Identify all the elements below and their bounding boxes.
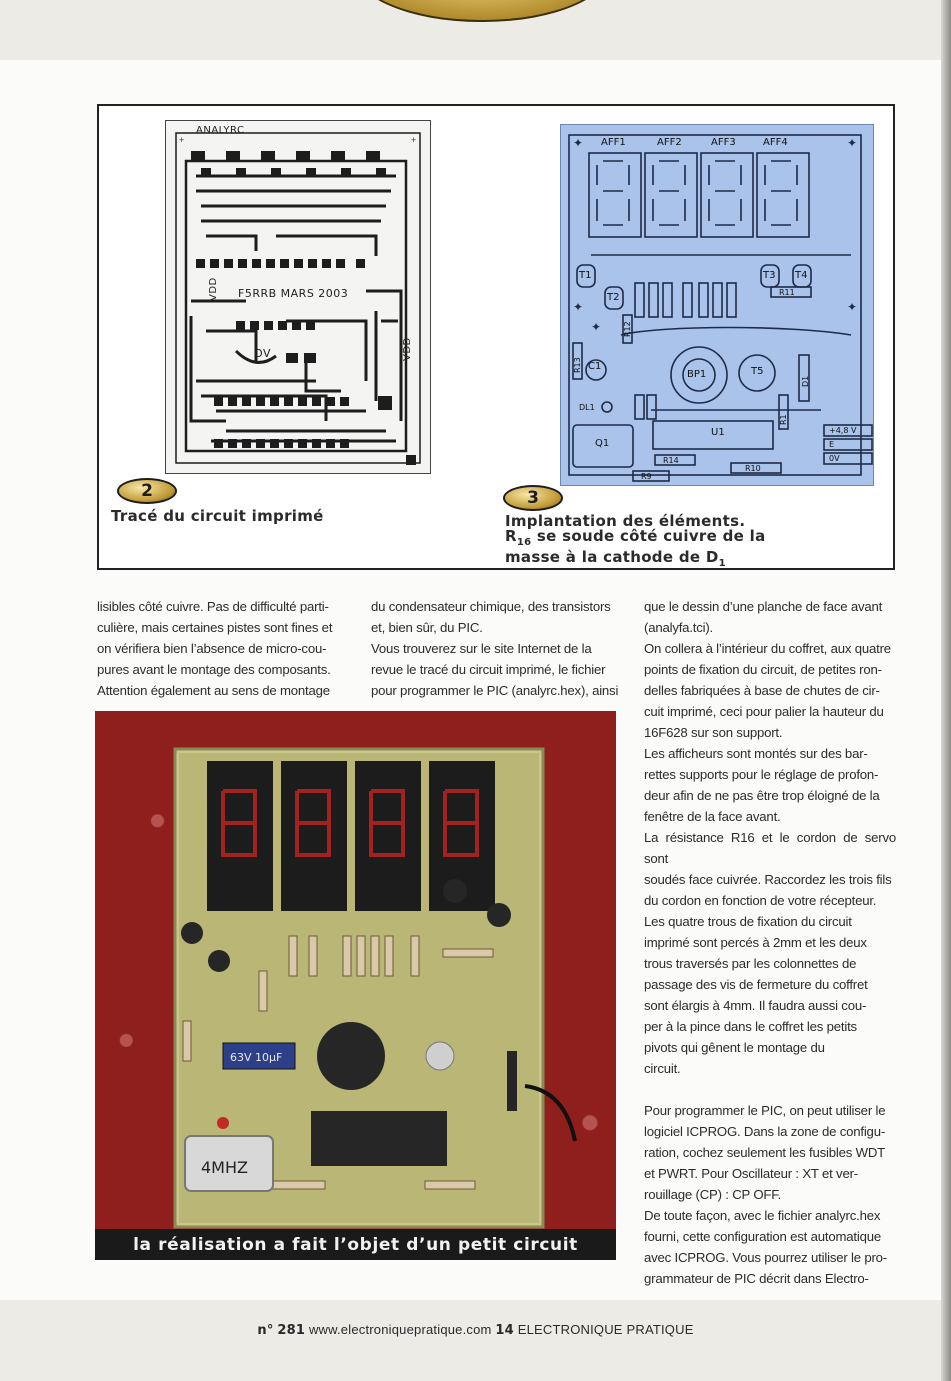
text-line: pures avant le montage des composants. — [97, 662, 331, 677]
text-line: De toute façon, avec le fichier analyrc.hex — [644, 1208, 881, 1223]
q1-label: Q1 — [595, 438, 610, 449]
text-line: lisibles côté cuivre. Pas de difficulté parti- — [97, 599, 329, 614]
dl1-label: DL1 — [579, 403, 595, 412]
figure-2-badge: 2 — [117, 478, 177, 504]
r1-label: R1 — [779, 414, 788, 425]
r13-label: R13 — [573, 357, 582, 373]
text-line: cuit imprimé, ceci pour palier la hauteur du — [644, 704, 884, 719]
page-edge-shadow — [941, 0, 951, 1381]
text-line: (analyfa.tci). — [644, 620, 714, 635]
caption-r-letter: R — [505, 527, 517, 545]
svg-text:✦: ✦ — [573, 300, 584, 314]
r11-label: R11 — [779, 288, 795, 297]
t1-label: T1 — [579, 270, 592, 281]
bp1-label: BP1 — [687, 369, 707, 380]
d1-label: D1 — [801, 375, 810, 387]
text-line-spacer — [644, 1079, 896, 1100]
text-line: et PWRT. Pour Oscillateur : XT et ver- — [644, 1166, 858, 1181]
figures-frame — [97, 104, 895, 570]
pcb-vdd-right-label: VDD — [402, 337, 413, 361]
text-line: 16F628 sur son support. — [644, 725, 783, 740]
figure-3-caption-line3 — [505, 550, 766, 571]
text-line: du condensateur chimique, des transistors — [371, 599, 611, 614]
text-column-1 — [97, 596, 349, 701]
figure-2-caption: Tracé du circuit imprimé — [111, 507, 324, 525]
svg-text:+: + — [411, 135, 417, 145]
text-line: soudés face cuivrée. Raccordez les trois fils — [644, 872, 892, 887]
text-line: circuit. — [644, 1061, 681, 1076]
t4-label: T4 — [795, 270, 808, 281]
website-link[interactable]: www.electroniquepratique.com — [308, 1322, 492, 1337]
text-line: Vous trouverez sur le site Internet de la — [371, 641, 592, 656]
text-line: trous traversés par les colonnettes de — [644, 956, 857, 971]
figure-3-caption-line2 — [505, 529, 766, 550]
text-line: points de fixation du circuit, de petites ron- — [644, 662, 882, 677]
text-line: que le dessin d’une planche de face avant — [644, 599, 883, 614]
text-line: La résistance R16 et le cordon de servo sont — [644, 830, 896, 866]
svg-text:+: + — [179, 135, 185, 145]
t3-label: T3 — [763, 270, 776, 281]
text-line: rouillage (CP) : CP OFF. — [644, 1187, 782, 1202]
circuit-board-illustration — [95, 711, 616, 1260]
text-line: rettes supports pour le réglage de profon- — [644, 767, 879, 782]
text-line: revue le tracé du circuit imprimé, le fichier — [371, 662, 606, 677]
text-line: Pour programmer le PIC, on peut utiliser le — [644, 1103, 886, 1118]
text-column-2 — [371, 596, 623, 701]
text-line: Attention également au sens de montage — [97, 683, 330, 698]
aff4-label: AFF4 — [763, 137, 788, 148]
capacitor-label: 63V 10µF — [230, 1051, 283, 1064]
photo-caption: la réalisation a fait l’objet d’un petit circuit — [95, 1229, 616, 1260]
text-line: imprimé sont percés à 2mm et les deux — [644, 935, 867, 950]
plus-48v-label: +4,8 V — [829, 426, 857, 435]
pcb-trace-figure — [165, 120, 431, 474]
text-line: On collera à l’intérieur du coffret, aux quatre — [644, 641, 891, 656]
caption-line3-text: masse à la cathode de D — [505, 548, 719, 566]
caption-d-subscript: 1 — [718, 558, 726, 569]
e-label: E — [829, 440, 835, 449]
text-line: pour programmer le PIC (analyrc.hex), ainsi — [371, 683, 619, 698]
text-line: culière, mais certaines pistes sont fines et — [97, 620, 333, 635]
issue-number: 281 — [277, 1323, 306, 1338]
crystal-label: 4MHZ — [201, 1158, 248, 1177]
figure-3-caption — [505, 514, 766, 571]
svg-text:✦: ✦ — [573, 136, 584, 150]
magazine-name: ELECTRONIQUE PRATIQUE — [517, 1322, 694, 1337]
implantation-figure — [560, 124, 874, 486]
text-line: grammateur de PIC décrit dans Electro- — [644, 1271, 869, 1286]
aff1-label: AFF1 — [601, 137, 626, 148]
t2-label: T2 — [607, 292, 620, 303]
pcb-vdd-left-label: VDD — [208, 277, 219, 301]
svg-text:✦: ✦ — [591, 320, 602, 334]
t5-label: T5 — [751, 366, 764, 377]
pcb-author-label: F5RRB MARS 2003 — [238, 287, 349, 300]
r9-label: R9 — [641, 472, 652, 481]
figure-3-caption-line1: Implantation des éléments. — [505, 512, 746, 530]
circuit-photo — [95, 711, 616, 1260]
text-line: delles fabriquées à base de chutes de cir- — [644, 683, 880, 698]
text-line: passage des vis de fermeture du coffret — [644, 977, 868, 992]
text-line: du cordon en fonction de votre récepteur. — [644, 893, 877, 908]
text-column-3 — [644, 596, 896, 1289]
text-line: logiciel ICPROG. Dans la zone de configu- — [644, 1124, 886, 1139]
r12-label: R12 — [623, 321, 632, 337]
text-line: deur afin de ne pas être trop éloigné de la — [644, 788, 880, 803]
text-line: on vérifiera bien l’absence de micro-cou- — [97, 641, 327, 656]
pcb-title-label: ANALYRC — [196, 125, 245, 136]
text-line: fourni, cette configuration est automatique — [644, 1229, 881, 1244]
zero-v-label: 0V — [829, 454, 840, 463]
text-line: Les afficheurs sont montés sur des bar- — [644, 746, 868, 761]
figure-3-badge: 3 — [503, 485, 563, 511]
text-line: fenêtre de la face avant. — [644, 809, 781, 824]
u1-label: U1 — [711, 427, 725, 438]
text-line: Les quatre trous de fixation du circuit — [644, 914, 852, 929]
r14-label: R14 — [663, 456, 679, 465]
pcb-ov-label: OV — [254, 347, 271, 360]
caption-r-subscript: 16 — [516, 537, 532, 548]
c1-label: C1 — [588, 361, 602, 372]
r10-label: R10 — [745, 464, 761, 473]
text-line: et, bien sûr, du PIC. — [371, 620, 483, 635]
page-number: 14 — [495, 1323, 514, 1338]
page-footer — [0, 1322, 951, 1338]
text-line: ration, cochez seulement les fusibles WDT — [644, 1145, 885, 1160]
text-line: per à la pince dans le coffret les petits — [644, 1019, 857, 1034]
issue-prefix: n° — [257, 1323, 274, 1338]
text-line: pivots qui gênent le montage du — [644, 1040, 825, 1055]
svg-text:✦: ✦ — [847, 136, 858, 150]
aff3-label: AFF3 — [711, 137, 736, 148]
section-header-tab — [350, 0, 614, 22]
svg-text:✦: ✦ — [847, 300, 858, 314]
text-line: sont élargis à 4mm. Il faudra aussi cou- — [644, 998, 867, 1013]
text-line: avec ICPROG. Vous pourrez utiliser le pro- — [644, 1250, 887, 1265]
aff2-label: AFF2 — [657, 137, 682, 148]
caption-line2-text: se soude côté cuivre de la — [531, 527, 766, 545]
